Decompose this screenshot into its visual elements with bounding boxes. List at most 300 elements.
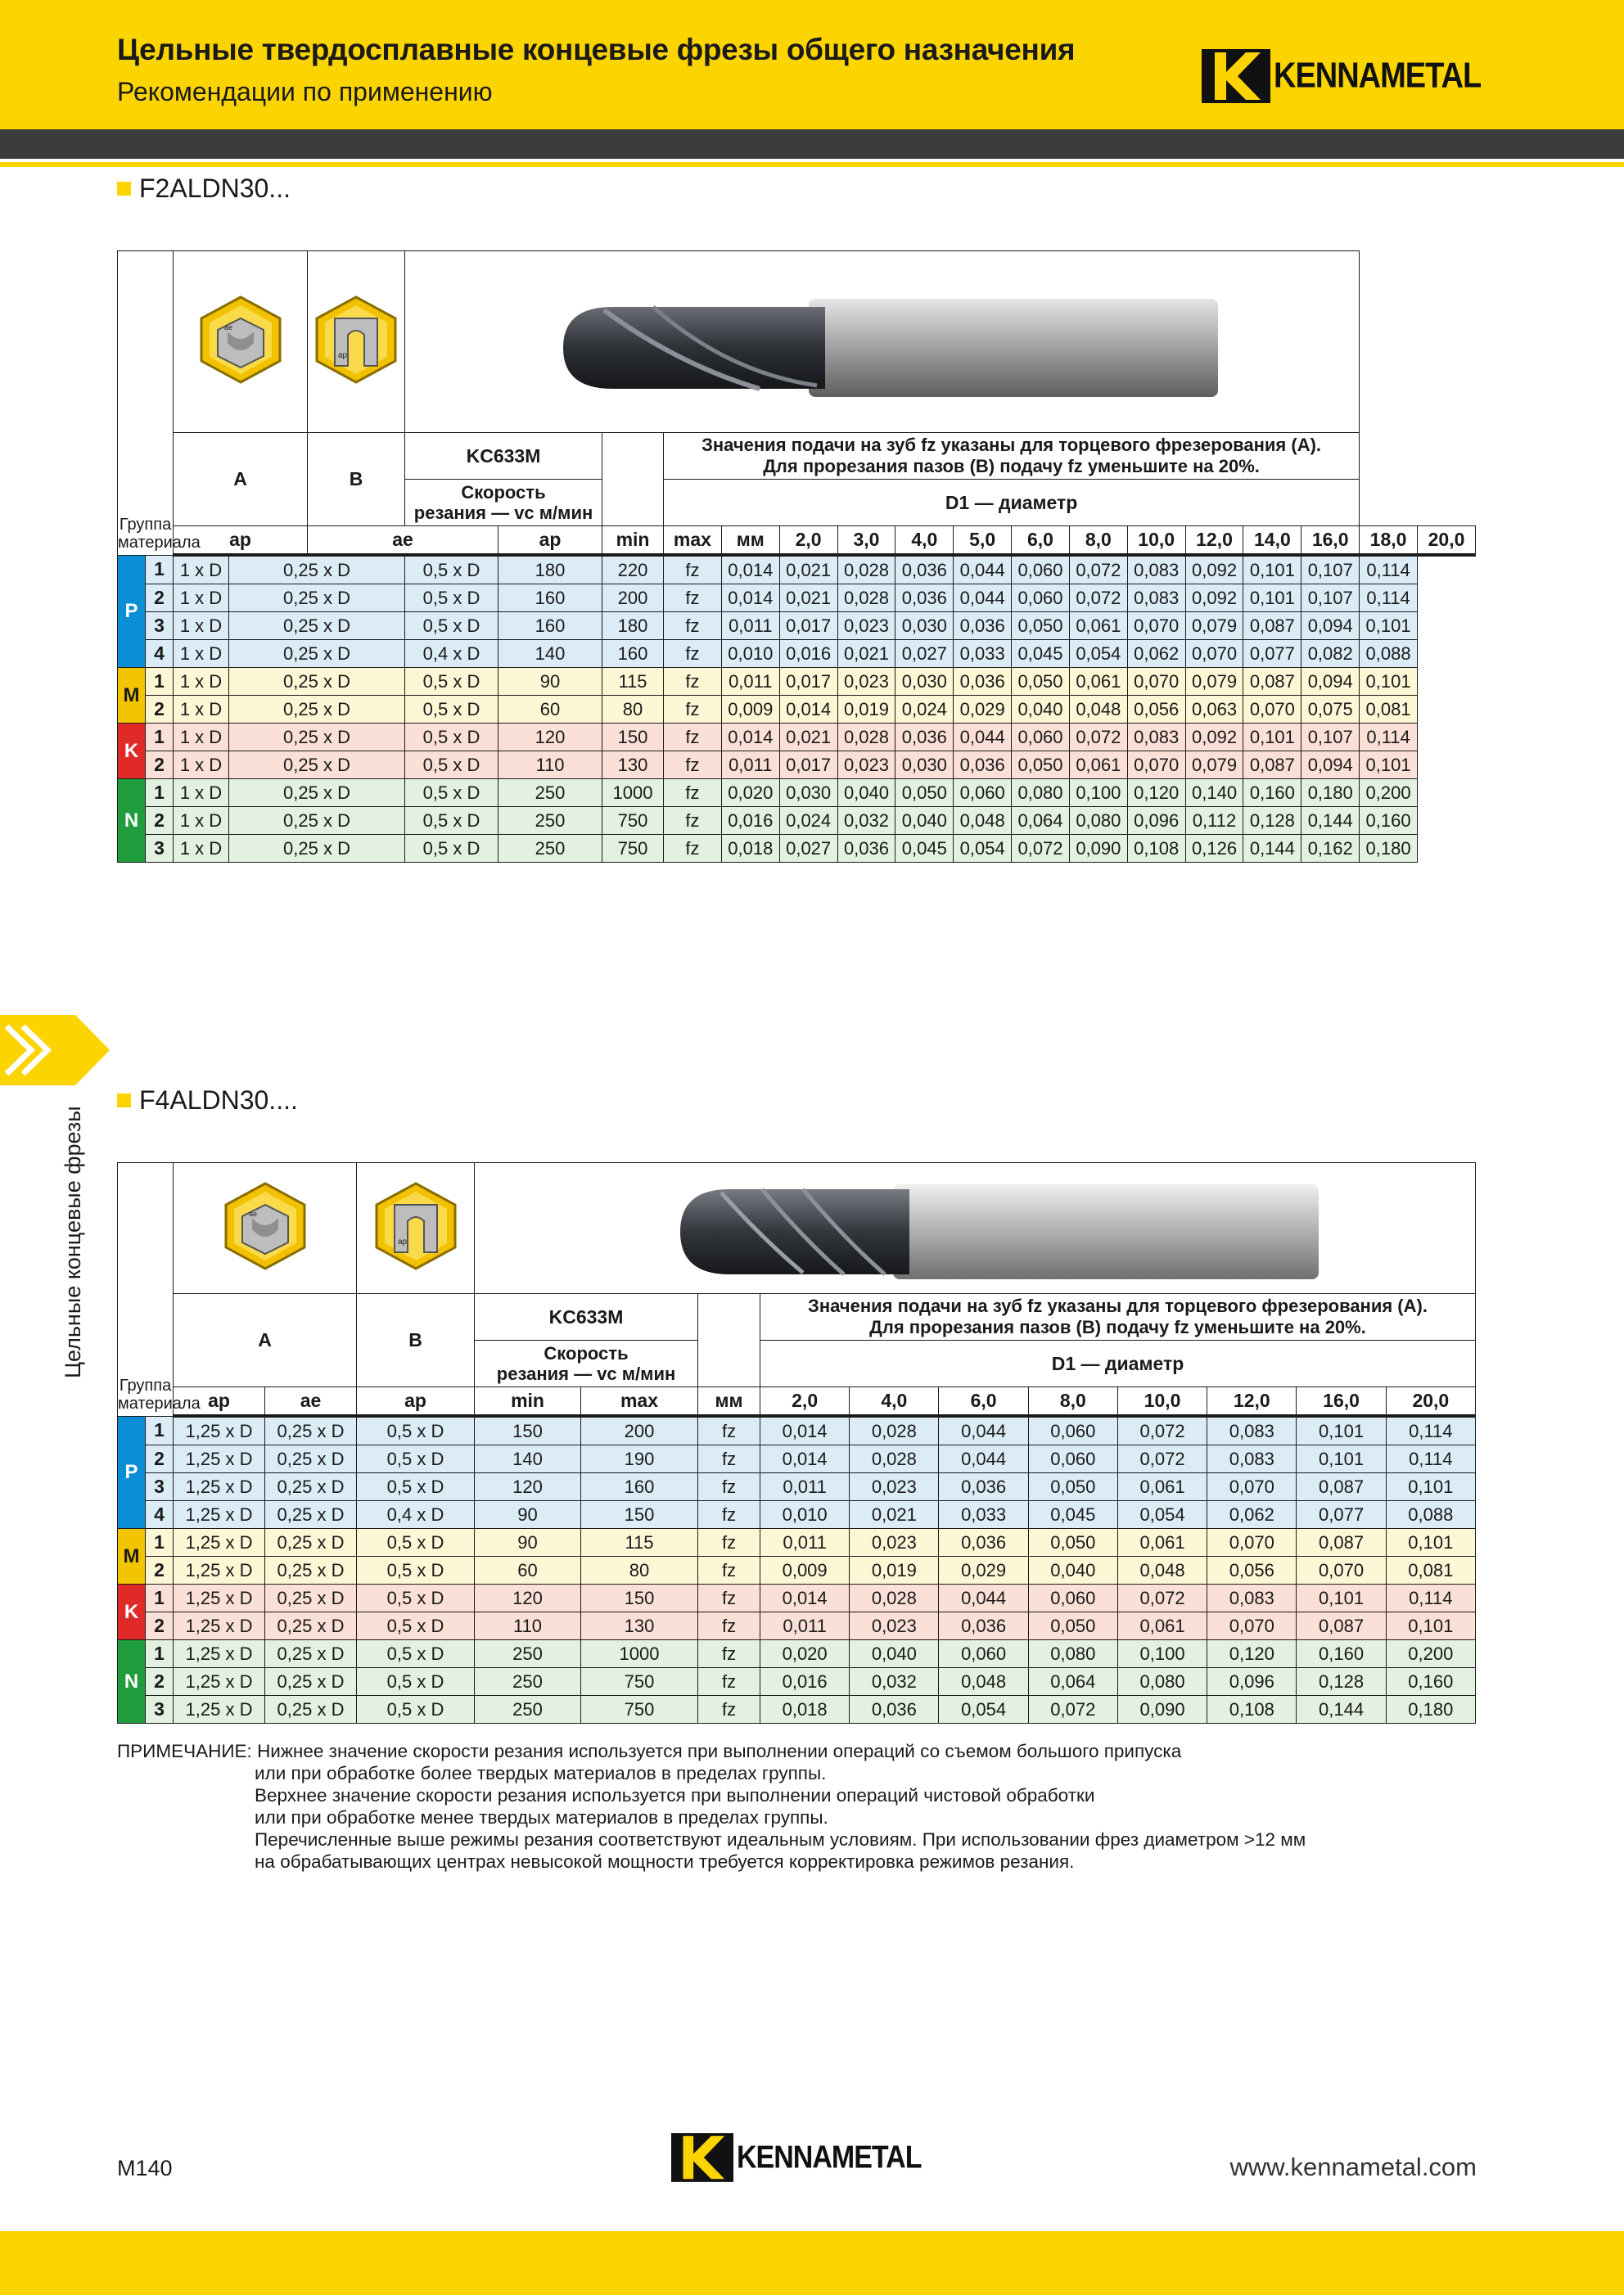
fz-value: 0,101	[1360, 751, 1418, 779]
fz-value: 0,090	[1069, 835, 1127, 863]
fz-value: 0,011	[760, 1473, 850, 1501]
header-yellow-line	[0, 162, 1624, 167]
fz-value: 0,070	[1297, 1557, 1386, 1585]
note-line-1	[117, 1740, 1306, 1762]
fz-value: 0,072	[1028, 1696, 1117, 1724]
slot-milling-icon	[310, 294, 402, 386]
speed-header-line1: Скорость	[544, 1343, 629, 1364]
fz-value: 0,072	[1117, 1585, 1207, 1612]
group-header-line2: материала	[118, 533, 201, 552]
subgroup-number: 2	[146, 1612, 174, 1640]
vc-min-value: 250	[498, 779, 602, 807]
table-row	[118, 1473, 1476, 1501]
fz-value: 0,011	[721, 612, 779, 640]
fz-value: 0,050	[1012, 751, 1070, 779]
section1-title	[117, 174, 291, 204]
fz-value: 0,036	[895, 584, 954, 612]
section1-title-text: F2ALDN30...	[139, 174, 291, 203]
fz-value: 0,044	[939, 1445, 1028, 1473]
fz-value: 0,036	[954, 668, 1012, 696]
fz-value: 0,128	[1297, 1668, 1386, 1696]
vc-min-value: 90	[475, 1529, 581, 1557]
fz-value: 0,027	[895, 640, 954, 668]
ae-value: 0,25 x D	[229, 696, 405, 724]
page-title: Цельные твердосплавные концевые фрезы общего назначения	[117, 33, 1076, 66]
fz-value: 0,040	[1012, 696, 1070, 724]
fz-value: 0,061	[1117, 1529, 1207, 1557]
ap-b-value: 0,5 x D	[405, 779, 498, 807]
speed-header	[475, 1341, 698, 1387]
fz-value: 0,017	[779, 751, 837, 779]
diameter-col-header: 4,0	[895, 526, 954, 556]
table-row	[118, 1557, 1476, 1585]
fz-value: 0,088	[1360, 640, 1418, 668]
fz-value: 0,060	[1012, 555, 1070, 584]
diameter-col-header: 16,0	[1297, 1387, 1386, 1417]
fz-value: 0,094	[1301, 612, 1360, 640]
table-row	[118, 779, 1476, 807]
fz-value: 0,023	[850, 1529, 939, 1557]
fz-value: 0,072	[1069, 584, 1127, 612]
ap-b-value: 0,5 x D	[405, 612, 498, 640]
fz-value: 0,054	[1117, 1501, 1207, 1529]
ae-value: 0,25 x D	[229, 779, 405, 807]
fz-value: 0,020	[721, 779, 779, 807]
page-subtitle: Рекомендации по применению	[117, 77, 493, 106]
fz-value: 0,056	[1207, 1557, 1297, 1585]
vc-max-value: 130	[602, 751, 664, 779]
ap-a-value: 1 x D	[174, 779, 229, 807]
website-link[interactable]: www.kennametal.com	[1229, 2153, 1477, 2181]
ap-a-value: 1 x D	[174, 835, 229, 863]
subgroup-number: 2	[146, 1668, 174, 1696]
ap-a-value: 1 x D	[174, 668, 229, 696]
fz-value: 0,160	[1360, 807, 1418, 835]
fz-value: 0,028	[837, 555, 895, 584]
fz-value: 0,092	[1185, 584, 1243, 612]
side-chevron-tab	[0, 1015, 110, 1085]
fz-value: 0,060	[1012, 724, 1070, 751]
diameter-col-header: 16,0	[1301, 526, 1360, 556]
fz-value: 0,032	[837, 807, 895, 835]
table-row	[118, 1529, 1476, 1557]
fz-value: 0,160	[1297, 1640, 1386, 1668]
unit-label: fz	[664, 555, 722, 584]
ap-b-value: 0,4 x D	[405, 640, 498, 668]
table-row	[118, 668, 1476, 696]
footer-band	[0, 2231, 1624, 2295]
diameter-col-header: 6,0	[1012, 526, 1070, 556]
vc-max-value: 750	[581, 1668, 698, 1696]
ap-b-value: 0,5 x D	[405, 724, 498, 751]
diameter-col-header: 18,0	[1360, 526, 1418, 556]
unit-label: fz	[698, 1473, 760, 1501]
fz-value: 0,030	[895, 751, 954, 779]
ap-a-value: 1,25 x D	[174, 1640, 265, 1668]
fz-value: 0,030	[895, 612, 954, 640]
sub-min: min	[602, 526, 664, 556]
table-row	[118, 1445, 1476, 1473]
table-row	[118, 835, 1476, 863]
vc-min-value: 60	[498, 696, 602, 724]
group-header-line2: материала	[118, 1394, 201, 1413]
material-group-P: P	[118, 1416, 146, 1529]
ae-value: 0,25 x D	[265, 1445, 357, 1473]
subgroup-number: 2	[146, 1445, 174, 1473]
fz-value: 0,100	[1069, 779, 1127, 807]
fz-value: 0,128	[1243, 807, 1301, 835]
fz-value: 0,023	[850, 1473, 939, 1501]
fz-value: 0,096	[1207, 1668, 1297, 1696]
ae-value: 0,25 x D	[265, 1529, 357, 1557]
fz-value: 0,044	[954, 724, 1012, 751]
ap-a-value: 1,25 x D	[174, 1557, 265, 1585]
ap-b-value: 0,5 x D	[405, 555, 498, 584]
fz-value: 0,014	[721, 724, 779, 751]
fz-value: 0,070	[1127, 612, 1185, 640]
fz-value: 0,083	[1207, 1416, 1297, 1445]
subgroup-number: 4	[146, 1501, 174, 1529]
subgroup-number: 2	[146, 584, 174, 612]
fz-value: 0,075	[1301, 696, 1360, 724]
fz-value: 0,021	[779, 555, 837, 584]
vc-min-value: 120	[475, 1473, 581, 1501]
fz-value: 0,072	[1012, 835, 1070, 863]
subgroup-number: 3	[146, 835, 174, 863]
fz-value: 0,107	[1301, 555, 1360, 584]
fz-value: 0,180	[1301, 779, 1360, 807]
ap-a-value: 1,25 x D	[174, 1445, 265, 1473]
vc-max-value: 200	[602, 584, 664, 612]
fz-value: 0,044	[939, 1416, 1028, 1445]
fz-value: 0,060	[1028, 1445, 1117, 1473]
face-milling-icon	[219, 1180, 311, 1272]
fz-value: 0,014	[721, 555, 779, 584]
op-a-cell	[174, 1163, 357, 1294]
fz-value: 0,144	[1297, 1696, 1386, 1724]
fz-value: 0,023	[837, 612, 895, 640]
fz-value: 0,024	[895, 696, 954, 724]
grade-header: KC633M	[405, 433, 602, 480]
svg-text:ap: ap	[338, 350, 348, 360]
subgroup-number: 1	[146, 724, 174, 751]
fz-value: 0,070	[1127, 668, 1185, 696]
fz-value: 0,114	[1386, 1585, 1475, 1612]
fz-value: 0,060	[1012, 584, 1070, 612]
fz-value: 0,094	[1301, 668, 1360, 696]
sub-max: max	[664, 526, 722, 556]
unit-label: fz	[698, 1585, 760, 1612]
feed-note-line2: Для прорезания пазов (B) подачу fz уменьшите на 20%.	[763, 456, 1260, 476]
fz-value: 0,062	[1127, 640, 1185, 668]
ae-value: 0,25 x D	[265, 1640, 357, 1668]
vc-max-value: 750	[581, 1696, 698, 1724]
sub-ae: ae	[265, 1387, 357, 1417]
diameter-header: D1 — диаметр	[760, 1341, 1476, 1387]
fz-value: 0,028	[850, 1445, 939, 1473]
ap-b-value: 0,5 x D	[405, 696, 498, 724]
fz-value: 0,072	[1069, 724, 1127, 751]
fz-value: 0,048	[1117, 1557, 1207, 1585]
fz-value: 0,023	[850, 1612, 939, 1640]
group-header-line1: Группа	[119, 1376, 172, 1395]
fz-value: 0,036	[939, 1473, 1028, 1501]
op-b-cell	[357, 1163, 475, 1294]
fz-value: 0,021	[779, 584, 837, 612]
four-flute-ball-end-mill-image	[607, 1165, 1343, 1287]
subgroup-number: 2	[146, 807, 174, 835]
fz-value: 0,019	[837, 696, 895, 724]
note-text-2: или при обработке более твердых материалов в пределах группы.	[255, 1763, 827, 1783]
fz-value: 0,014	[760, 1585, 850, 1612]
note-text-1: Нижнее значение скорости резания используется при выполнении операций со съемом большого припуска	[257, 1741, 1182, 1761]
yellow-square-icon	[117, 1093, 131, 1107]
fz-value: 0,087	[1243, 668, 1301, 696]
subgroup-number: 4	[146, 640, 174, 668]
fz-value: 0,083	[1207, 1445, 1297, 1473]
diameter-col-header: 2,0	[760, 1387, 850, 1417]
header-dark-stripe	[0, 129, 1624, 159]
note-text-4: или при обработке менее твердых материалов в пределах группы.	[255, 1807, 828, 1828]
fz-value: 0,014	[760, 1416, 850, 1445]
unit-label: fz	[698, 1612, 760, 1640]
vc-min-value: 250	[475, 1640, 581, 1668]
fz-value: 0,036	[954, 612, 1012, 640]
ap-a-value: 1,25 x D	[174, 1416, 265, 1445]
fz-value: 0,180	[1360, 835, 1418, 863]
fz-value: 0,108	[1127, 835, 1185, 863]
ae-value: 0,25 x D	[229, 724, 405, 751]
vc-max-value: 130	[581, 1612, 698, 1640]
fz-value: 0,050	[1012, 612, 1070, 640]
ap-a-value: 1,25 x D	[174, 1473, 265, 1501]
material-group-P: P	[118, 555, 146, 668]
fz-value: 0,045	[1028, 1501, 1117, 1529]
ap-a-value: 1,25 x D	[174, 1501, 265, 1529]
fz-value: 0,072	[1117, 1416, 1207, 1445]
subgroup-number: 1	[146, 1416, 174, 1445]
vc-min-value: 140	[475, 1445, 581, 1473]
ap-b-value: 0,5 x D	[405, 668, 498, 696]
tool-photo-cell	[475, 1163, 1476, 1294]
fz-value: 0,120	[1207, 1640, 1297, 1668]
section2-title-text: F4ALDN30....	[139, 1085, 298, 1115]
fz-value: 0,077	[1243, 640, 1301, 668]
note-label: ПРИМЕЧАНИЕ:	[117, 1741, 252, 1761]
note-text-3: Верхнее значение скорости резания используется при выполнении операций чистовой обработки	[255, 1785, 1095, 1806]
fz-value: 0,070	[1185, 640, 1243, 668]
fz-value: 0,009	[721, 696, 779, 724]
ap-b-value: 0,5 x D	[357, 1529, 475, 1557]
fz-value: 0,036	[895, 724, 954, 751]
fz-value: 0,080	[1117, 1668, 1207, 1696]
vc-min-value: 110	[475, 1612, 581, 1640]
fz-value: 0,033	[939, 1501, 1028, 1529]
fz-value: 0,011	[760, 1612, 850, 1640]
vc-min-value: 60	[475, 1557, 581, 1585]
subgroup-number: 1	[146, 668, 174, 696]
fz-value: 0,082	[1301, 640, 1360, 668]
fz-value: 0,010	[760, 1501, 850, 1529]
ae-value: 0,25 x D	[265, 1416, 357, 1445]
fz-value: 0,114	[1360, 584, 1418, 612]
vc-max-value: 200	[581, 1416, 698, 1445]
subgroup-number: 1	[146, 1640, 174, 1668]
fz-value: 0,056	[1127, 696, 1185, 724]
footnote	[117, 1740, 1306, 1873]
logo-text: KENNAMETAL	[737, 2139, 922, 2176]
note-text-6: на обрабатывающих центрах невысокой мощности требуется корректировка режимов резания.	[255, 1851, 1075, 1872]
fz-value: 0,101	[1360, 668, 1418, 696]
col-a-header: A	[174, 433, 308, 526]
vc-min-value: 160	[498, 584, 602, 612]
svg-text:ae: ae	[223, 322, 232, 331]
col-b-header: B	[308, 433, 405, 526]
vc-max-value: 180	[602, 612, 664, 640]
op-b-cell	[308, 251, 405, 433]
table-row	[118, 1501, 1476, 1529]
fz-value: 0,061	[1117, 1612, 1207, 1640]
fz-value: 0,016	[760, 1668, 850, 1696]
unit-label: fz	[664, 779, 722, 807]
svg-text:ae: ae	[248, 1209, 257, 1218]
ap-a-value: 1 x D	[174, 696, 229, 724]
fz-value: 0,114	[1360, 724, 1418, 751]
subgroup-number: 3	[146, 1696, 174, 1724]
unit-label: fz	[664, 668, 722, 696]
fz-value: 0,061	[1069, 668, 1127, 696]
diameter-col-header: 8,0	[1028, 1387, 1117, 1417]
section2-title	[117, 1085, 298, 1116]
face-milling-icon	[195, 294, 286, 386]
unit-label: fz	[698, 1416, 760, 1445]
fz-value: 0,101	[1360, 612, 1418, 640]
fz-value: 0,028	[850, 1416, 939, 1445]
fz-value: 0,024	[779, 807, 837, 835]
ae-value: 0,25 x D	[265, 1585, 357, 1612]
diameter-col-header: 2,0	[779, 526, 837, 556]
fz-value: 0,160	[1243, 779, 1301, 807]
note-text-5: Перечисленные выше режимы резания соответствуют идеальным условиям. При использовании фрез диаметром >12 мм	[255, 1829, 1306, 1850]
unit-blank-cell	[602, 433, 664, 526]
cutting-data-table-1	[117, 250, 1476, 863]
fz-value: 0,029	[954, 696, 1012, 724]
diameter-col-header: 12,0	[1207, 1387, 1297, 1417]
fz-value: 0,081	[1360, 696, 1418, 724]
group-header	[118, 251, 201, 556]
vc-max-value: 750	[602, 807, 664, 835]
diameter-col-header: 3,0	[837, 526, 895, 556]
fz-value: 0,045	[895, 835, 954, 863]
unit-label: fz	[664, 584, 722, 612]
group-header	[118, 1163, 201, 1417]
sub-mm: мм	[698, 1387, 760, 1417]
fz-value: 0,028	[837, 584, 895, 612]
unit-label: fz	[664, 696, 722, 724]
fz-value: 0,040	[1028, 1557, 1117, 1585]
unit-label: fz	[664, 751, 722, 779]
fz-value: 0,040	[895, 807, 954, 835]
fz-value: 0,036	[954, 751, 1012, 779]
diameter-col-header: 4,0	[850, 1387, 939, 1417]
ap-b-value: 0,5 x D	[405, 751, 498, 779]
logo-text: KENNAMETAL	[1274, 56, 1482, 96]
fz-value: 0,160	[1386, 1668, 1475, 1696]
cutting-data-table-2	[117, 1162, 1476, 1724]
subgroup-number: 1	[146, 779, 174, 807]
fz-value: 0,011	[760, 1529, 850, 1557]
sub-ap-b: ap	[357, 1387, 475, 1417]
page-number: M140	[117, 2156, 173, 2180]
tool-photo-cell	[405, 251, 1360, 433]
vc-min-value: 250	[498, 807, 602, 835]
ap-a-value: 1 x D	[174, 724, 229, 751]
fz-value: 0,010	[721, 640, 779, 668]
table-row	[118, 751, 1476, 779]
ae-value: 0,25 x D	[265, 1501, 357, 1529]
unit-label: fz	[664, 807, 722, 835]
fz-value: 0,070	[1207, 1473, 1297, 1501]
fz-value: 0,016	[721, 807, 779, 835]
ap-a-value: 1,25 x D	[174, 1529, 265, 1557]
fz-value: 0,060	[1028, 1416, 1117, 1445]
ap-a-value: 1 x D	[174, 555, 229, 584]
fz-value: 0,094	[1301, 751, 1360, 779]
speed-header-line1: Скорость	[461, 482, 546, 503]
ap-b-value: 0,5 x D	[357, 1585, 475, 1612]
fz-value: 0,070	[1127, 751, 1185, 779]
fz-value: 0,061	[1117, 1473, 1207, 1501]
fz-value: 0,040	[837, 779, 895, 807]
feed-note-line1: Значения подачи на зуб fz указаны для торцевого фрезерования (A).	[808, 1296, 1428, 1316]
fz-value: 0,033	[954, 640, 1012, 668]
two-flute-ball-end-mill-image	[514, 274, 1251, 405]
vc-min-value: 160	[498, 612, 602, 640]
ae-value: 0,25 x D	[229, 668, 405, 696]
diameter-col-header: 6,0	[939, 1387, 1028, 1417]
vc-min-value: 150	[475, 1416, 581, 1445]
ap-b-value: 0,5 x D	[357, 1696, 475, 1724]
kennametal-k-icon	[671, 2133, 733, 2182]
fz-value: 0,060	[954, 779, 1012, 807]
fz-value: 0,044	[954, 584, 1012, 612]
ap-a-value: 1 x D	[174, 584, 229, 612]
fz-value: 0,100	[1117, 1640, 1207, 1668]
fz-value: 0,011	[721, 751, 779, 779]
kennametal-logo	[1202, 49, 1481, 103]
table-row	[118, 1416, 1476, 1445]
ap-a-value: 1 x D	[174, 612, 229, 640]
fz-value: 0,050	[1012, 668, 1070, 696]
fz-value: 0,054	[939, 1696, 1028, 1724]
yellow-square-icon	[117, 182, 131, 196]
ap-a-value: 1 x D	[174, 751, 229, 779]
fz-value: 0,050	[1028, 1529, 1117, 1557]
diameter-col-header: 14,0	[1243, 526, 1301, 556]
ap-b-value: 0,5 x D	[357, 1640, 475, 1668]
fz-value: 0,180	[1386, 1696, 1475, 1724]
unit-label: fz	[664, 724, 722, 751]
fz-value: 0,101	[1243, 555, 1301, 584]
fz-value: 0,029	[939, 1557, 1028, 1585]
vc-min-value: 180	[498, 555, 602, 584]
fz-value: 0,087	[1297, 1529, 1386, 1557]
fz-value: 0,017	[779, 668, 837, 696]
table-row	[118, 640, 1476, 668]
footer-kennametal-logo	[671, 2133, 921, 2182]
fz-value: 0,092	[1185, 555, 1243, 584]
fz-value: 0,162	[1301, 835, 1360, 863]
